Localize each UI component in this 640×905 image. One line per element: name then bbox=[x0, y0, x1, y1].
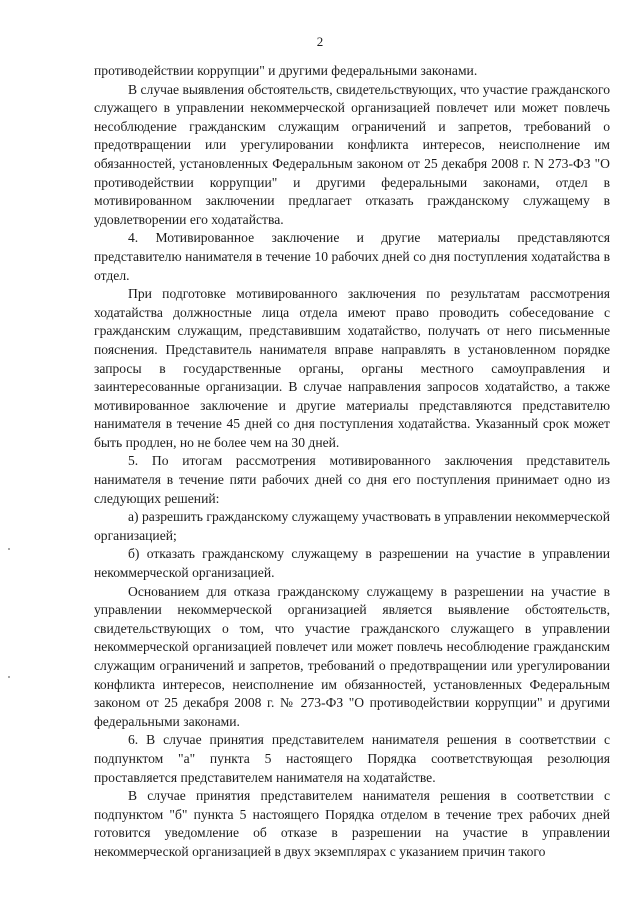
paragraph-refusal-basis: Основанием для отказа гражданскому служащему в разрешении на участие в управлении некоммерческой организацией является выявление обстоятельств, свидетельствующих о том, что участие гражданского служащего в управлении некоммерческой организацией повлечет или может повлечь несоблюдение гражданским служащим ограничений и запретов, требований о предотвращении или урегулировании конфликта интересов, неисполнение им обязанностей, установленных Федеральным законом от 25 декабря 2008 г. № 273-ФЗ "О противодействии коррупции" и другими федеральными законами. bbox=[94, 583, 610, 729]
paragraph-refusal-notice: В случае принятия представителем нанимателя решения в соответствии с подпунктом "б" пункта 5 настоящего Порядка отделом в течение трех рабочих дней готовится уведомление об отказе в разрешении на участие в управлении некоммерческой организацией в двух экземплярах с указанием причин такого bbox=[94, 788, 610, 859]
scan-dot bbox=[8, 676, 10, 678]
page-number: 2 bbox=[316, 34, 324, 49]
paragraph-option-a: а) разрешить гражданскому служащему участвовать в управлении некоммерческой организацией; bbox=[94, 509, 610, 543]
paragraph-continuation: противодействии коррупции" и другими федеральными законами. bbox=[94, 63, 478, 78]
paragraph-conclusion-preparation: При подготовке мотивированного заключения по результатам рассмотрения ходатайства должностные лица отдела имеют право проводить собеседование с гражданским служащим, представившим ходатайство, получать от него письменные пояснения. Представитель нанимателя вправе направлять в установленном порядке запросы в государственные органы, органы местного самоуправления и заинтересованные организации. В случае направления запросов ходатайство, а также мотивированное заключение и другие материалы представляются представителю нанимателя в течение 45 дней со дня поступления ходатайства. Указанный срок может быть продлен, но не более чем на 30 дней. bbox=[94, 286, 610, 450]
scan-dot bbox=[8, 548, 10, 550]
paragraph-option-b: б) отказать гражданскому служащему в разрешении на участие в управлении некоммерческой организацией. bbox=[94, 546, 610, 581]
document-body bbox=[94, 62, 610, 862]
paragraph-item-6: 6. В случае принятия представителем нанимателя решения в соответствии с подпунктом "а" пункта 5 настоящего Порядка соответствующая резолюция проставляется представителем нанимателя на ходатайстве. bbox=[94, 732, 610, 785]
paragraph-item-5: 5. По итогам рассмотрения мотивированного заключения представитель нанимателя в течение пяти рабочих дней со дня его поступления принимает одно из следующих решений: bbox=[94, 453, 610, 506]
paragraph-item-4: 4. Мотивированное заключение и другие материалы представляются представителю нанимателя в течение 10 рабочих дней со дня поступления ходатайства в отдел. bbox=[94, 230, 610, 283]
paragraph-violation-circumstances: В случае выявления обстоятельств, свидетельствующих, что участие гражданского служащего в управлении некоммерческой организацией повлечет или может повлечь несоблюдение гражданским служащим ограничений и запретов, требований о предотвращении или урегулировании конфликта интересов, неисполнение им обязанностей, установленных Федеральным законом от 25 декабря 2008 г. N 273-ФЗ "О противодействии коррупции" и другими федеральными законами, отдел в мотивированном заключении предлагает отказать гражданскому служащему в удовлетворении его ходатайства. bbox=[94, 81, 610, 227]
